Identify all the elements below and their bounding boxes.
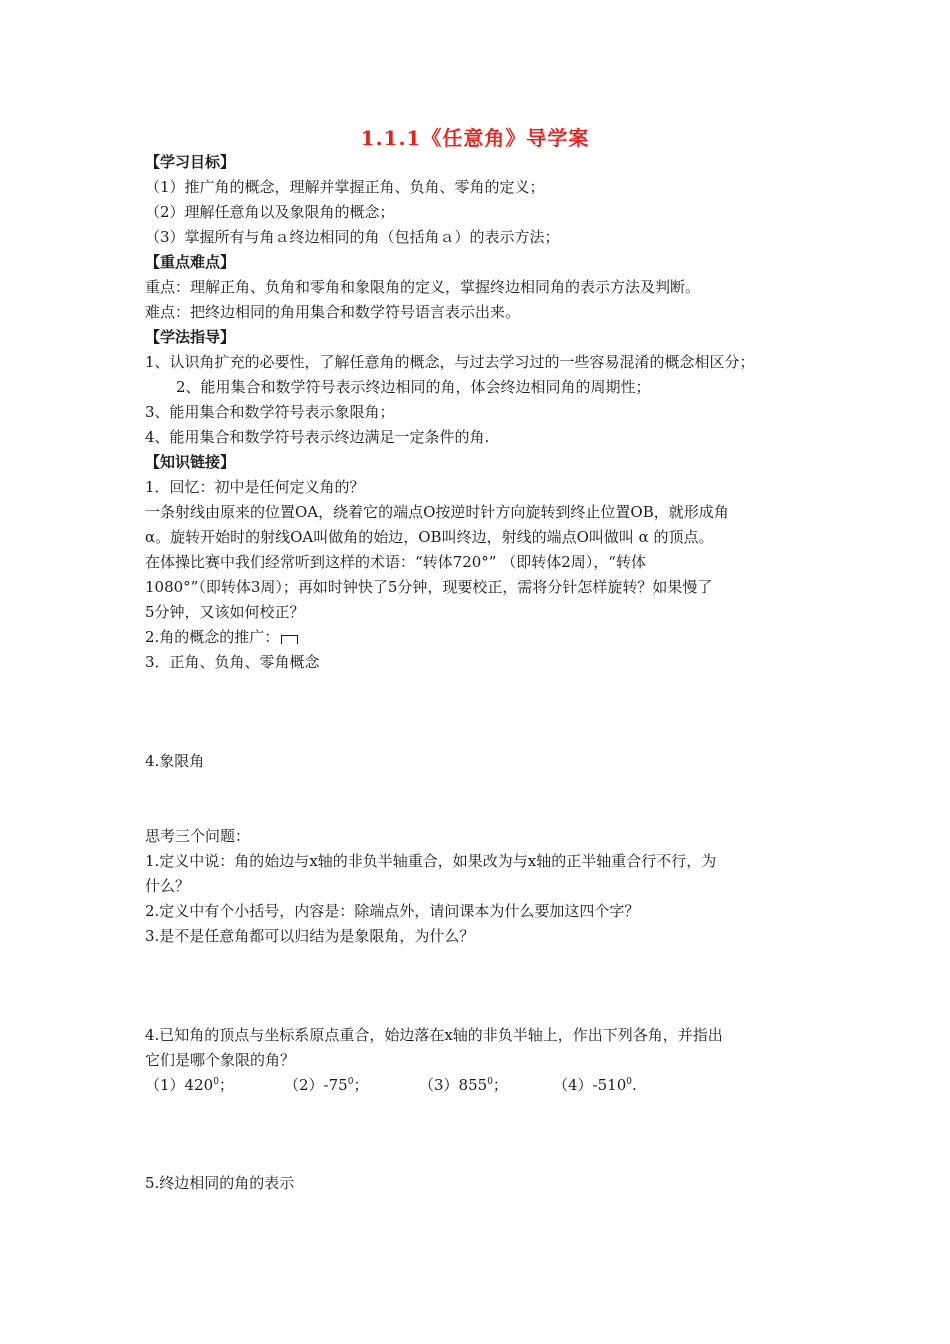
difficulty-text: 难点：把终边相同的角用集合和数学符号语言表示出来。 xyxy=(145,303,521,321)
exercise-question: 它们是哪个象限的角？ xyxy=(145,1051,296,1069)
method-item: 3、能用集合和数学符号表示象限角； xyxy=(145,403,395,421)
method-item: 4、能用集合和数学符号表示终边满足一定条件的角. xyxy=(145,428,490,446)
angle-generalization-item xyxy=(145,627,298,647)
exercise-answers-row xyxy=(145,1075,637,1095)
objective-item: （1）推广角的概念，理解并掌握正角、负角、零角的定义； xyxy=(145,178,545,196)
think-question: 3.是不是任意角都可以归结为是象限角，为什么？ xyxy=(145,927,475,945)
sign-angle-concept-item: 3．正角、负角、零角概念 xyxy=(145,653,320,671)
method-heading: 【学法指导】 xyxy=(145,328,236,346)
objectives-heading: 【学习目标】 xyxy=(145,153,236,171)
gymnastics-paragraph-line: 1080°”（即转体3周）；再如时钟快了5分钟，现要校正，需将分针怎样旋转？如果慢了 xyxy=(145,578,713,596)
method-item: 1、认识角扩充的必要性，了解任意角的概念，与过去学习过的一些容易混淆的概念相区分； xyxy=(145,353,755,371)
page-title: 1.1.1《任意角》导学案 xyxy=(360,126,590,150)
objective-item: （3）掌握所有与角ａ终边相同的角（包括角ａ）的表示方法； xyxy=(145,228,560,246)
exercise-answer: $(1)420^0$； xyxy=(145,1076,234,1094)
focus-text: 重点：理解正角、负角和零角和象限角的定义，掌握终边相同角的表示方法及判断。 xyxy=(145,278,701,296)
knowledge-heading: 【知识链接】 xyxy=(145,453,236,471)
gymnastics-paragraph-line: 在体操比赛中我们经常听到这样的术语：“转体720°” （即转体2周），“转体 xyxy=(145,553,646,571)
gymnastics-paragraph-line: 5分钟，又该如何校正？ xyxy=(145,603,305,621)
method-item: 2、能用集合和数学符号表示终边相同的角，体会终边相同角的周期性； xyxy=(176,378,651,396)
think-question: 什么？ xyxy=(145,877,191,895)
exercise-answer: $(3)855^0$； xyxy=(419,1076,508,1094)
key-points-heading: 【重点难点】 xyxy=(145,253,236,271)
angle-generalization-label: 2.角的概念的推广： xyxy=(145,628,280,646)
think-heading: 思考三个问题： xyxy=(145,827,251,845)
objective-item: （2）理解任意角以及象限角的概念； xyxy=(145,203,395,221)
recall-question: 1．回忆：初中是任何定义角的？ xyxy=(145,478,365,496)
blank-mark-icon xyxy=(281,635,298,644)
angle-definition-line: 一条射线由原来的位置OA，绕着它的端点O按逆时针方向旋转到终止位置OB，就形成角 xyxy=(145,503,729,521)
think-question: 1.定义中说：角的始边与x轴的非负半轴重合，如果改为与x轴的正半轴重合行不行，为 xyxy=(145,852,717,870)
exercise-question: 4.已知角的顶点与坐标系原点重合，始边落在x轴的非负半轴上，作出下列各角，并指出 xyxy=(145,1026,723,1044)
quadrant-angle-item: 4.象限角 xyxy=(145,752,205,770)
exercise-answer: $(4)-510^0$. xyxy=(553,1076,637,1094)
think-question: 2.定义中有个小括号，内容是：除端点外，请问课本为什么要加这四个字？ xyxy=(145,902,640,920)
angle-definition-line: α。旋转开始时的射线OA叫做角的始边，OB叫终边，射线的端点O叫做叫 α 的顶点。 xyxy=(145,528,714,546)
coterminal-angle-item: 5.终边相同的角的表示 xyxy=(145,1174,295,1192)
exercise-answer: $(2)-75^0$； xyxy=(284,1076,369,1094)
